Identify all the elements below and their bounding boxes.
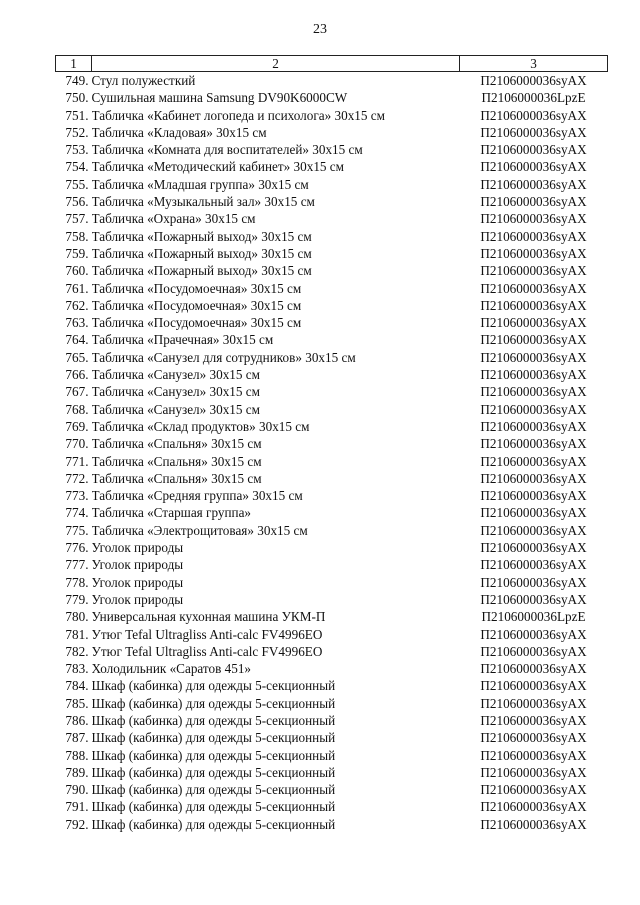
table-row bbox=[56, 504, 608, 521]
item-code: П2106000036LpzE bbox=[481, 609, 586, 625]
item-code: П2106000036syAX bbox=[480, 124, 587, 140]
item-name: Уголок природы bbox=[91, 591, 184, 607]
table-row bbox=[56, 124, 608, 141]
table-row bbox=[56, 798, 608, 815]
row-number: 770. bbox=[65, 436, 89, 452]
item-code: П2106000036syAX bbox=[480, 712, 587, 728]
row-number: 761. bbox=[65, 280, 89, 296]
table-row bbox=[56, 556, 608, 573]
table-row bbox=[56, 729, 608, 746]
item-code: П2106000036syAX bbox=[480, 695, 587, 711]
item-code: П2106000036syAX bbox=[480, 245, 587, 261]
item-name: Табличка «Кладовая» 30x15 см bbox=[91, 124, 267, 140]
table-row bbox=[56, 712, 608, 729]
item-code: П2106000036syAX bbox=[480, 315, 587, 331]
table-row bbox=[56, 89, 608, 106]
item-code: П2106000036syAX bbox=[480, 384, 587, 400]
row-number: 787. bbox=[65, 730, 89, 746]
row-number: 784. bbox=[65, 678, 89, 694]
item-code: П2106000036syAX bbox=[480, 73, 587, 88]
item-code: П2106000036syAX bbox=[480, 280, 587, 296]
item-code: П2106000036syAX bbox=[480, 782, 587, 798]
table-row bbox=[56, 816, 608, 833]
item-code: П2106000036syAX bbox=[480, 107, 587, 123]
item-name: Табличка «Методический кабинет» 30x15 см bbox=[91, 159, 344, 175]
item-name: Табличка «Посудомоечная» 30x15 см bbox=[91, 315, 302, 331]
item-code: П2106000036syAX bbox=[480, 591, 587, 607]
table-row bbox=[56, 677, 608, 694]
item-code: П2106000036syAX bbox=[480, 540, 587, 556]
item-code: П2106000036syAX bbox=[480, 764, 587, 780]
item-code: П2106000036syAX bbox=[480, 332, 587, 348]
item-name: Табличка «Электрощитовая» 30x15 см bbox=[91, 522, 308, 538]
table-row bbox=[56, 401, 608, 418]
item-code: П2106000036syAX bbox=[480, 730, 587, 746]
item-code: П2106000036LpzE bbox=[481, 90, 586, 106]
item-code: П2106000036syAX bbox=[480, 297, 587, 313]
item-name: Шкаф (кабинка) для одежды 5-секционный bbox=[91, 712, 336, 728]
table-row bbox=[56, 228, 608, 245]
table-row bbox=[56, 470, 608, 487]
item-code: П2106000036syAX bbox=[480, 557, 587, 573]
table-row bbox=[56, 453, 608, 470]
row-number: 777. bbox=[65, 557, 89, 573]
table-row bbox=[56, 141, 608, 158]
row-number: 788. bbox=[65, 747, 89, 763]
row-number: 774. bbox=[65, 505, 89, 521]
item-name: Табличка «Прачечная» 30x15 см bbox=[91, 332, 274, 348]
item-name: Сушильная машина Samsung DV90K6000CW bbox=[91, 90, 348, 106]
row-number: 776. bbox=[65, 540, 89, 556]
table-row bbox=[56, 72, 608, 90]
item-name: Табличка «Младшая группа» 30x15 см bbox=[91, 176, 309, 192]
row-number: 790. bbox=[65, 782, 89, 798]
row-number: 765. bbox=[65, 349, 89, 365]
table-row bbox=[56, 695, 608, 712]
row-number: 759. bbox=[65, 245, 89, 261]
item-name: Табличка «Санузел для сотрудников» 30x15 см bbox=[91, 349, 356, 365]
item-name: Табличка «Санузел» 30x15 см bbox=[91, 367, 260, 383]
row-number: 783. bbox=[65, 661, 89, 677]
row-number: 781. bbox=[65, 626, 89, 642]
row-number: 791. bbox=[65, 799, 89, 815]
row-number: 751. bbox=[65, 107, 89, 123]
item-code: П2106000036syAX bbox=[480, 418, 587, 434]
item-code: П2106000036syAX bbox=[480, 574, 587, 590]
item-name: Шкаф (кабинка) для одежды 5-секционный bbox=[91, 730, 336, 746]
item-code: П2106000036syAX bbox=[480, 626, 587, 642]
row-number: 750. bbox=[65, 90, 89, 106]
item-name: Табличка «Посудомоечная» 30x15 см bbox=[91, 297, 302, 313]
inventory-table bbox=[55, 55, 608, 833]
item-code: П2106000036syAX bbox=[480, 470, 587, 486]
item-name: Холодильник «Саратов 451» bbox=[91, 661, 252, 677]
row-number: 785. bbox=[65, 695, 89, 711]
table-row bbox=[56, 591, 608, 608]
row-number: 782. bbox=[65, 643, 89, 659]
item-name: Табличка «Склад продуктов» 30x15 см bbox=[91, 418, 310, 434]
table-row bbox=[56, 366, 608, 383]
table-row bbox=[56, 331, 608, 348]
item-code: П2106000036syAX bbox=[480, 678, 587, 694]
item-name: Табличка «Санузел» 30x15 см bbox=[91, 384, 260, 400]
item-name: Шкаф (кабинка) для одежды 5-секционный bbox=[91, 782, 336, 798]
item-name: Стул полужесткий bbox=[91, 73, 196, 88]
row-number: 779. bbox=[65, 591, 89, 607]
item-name: Табличка «Кабинет логопеда и психолога» 30x15 см bbox=[91, 107, 385, 123]
table-row bbox=[56, 660, 608, 677]
table-row bbox=[56, 193, 608, 210]
row-number: 792. bbox=[65, 816, 89, 832]
item-name: Табличка «Санузел» 30x15 см bbox=[91, 401, 260, 417]
item-code: П2106000036syAX bbox=[480, 505, 587, 521]
row-number: 780. bbox=[65, 609, 89, 625]
table-row bbox=[56, 107, 608, 124]
item-code: П2106000036syAX bbox=[480, 661, 587, 677]
row-number: 752. bbox=[65, 124, 89, 140]
item-name: Уголок природы bbox=[91, 574, 184, 590]
item-code: П2106000036syAX bbox=[480, 211, 587, 227]
table-row bbox=[56, 764, 608, 781]
table-row bbox=[56, 781, 608, 798]
item-name: Уголок природы bbox=[91, 557, 184, 573]
row-number: 769. bbox=[65, 418, 89, 434]
row-number: 757. bbox=[65, 211, 89, 227]
table-row bbox=[56, 574, 608, 591]
table-row bbox=[56, 418, 608, 435]
item-name: Шкаф (кабинка) для одежды 5-секционный bbox=[91, 799, 336, 815]
table-row bbox=[56, 245, 608, 262]
table-row bbox=[56, 643, 608, 660]
item-name: Табличка «Посудомоечная» 30x15 см bbox=[91, 280, 302, 296]
item-name: Шкаф (кабинка) для одежды 5-секционный bbox=[91, 816, 336, 832]
column-header-code: 3 bbox=[460, 56, 608, 72]
row-number: 753. bbox=[65, 142, 89, 158]
item-name: Табличка «Комната для воспитателей» 30x15 см bbox=[91, 142, 363, 158]
table-row bbox=[56, 747, 608, 764]
row-number: 764. bbox=[65, 332, 89, 348]
item-code: П2106000036syAX bbox=[480, 747, 587, 763]
item-code: П2106000036syAX bbox=[480, 349, 587, 365]
table-row bbox=[56, 297, 608, 314]
table-row bbox=[56, 210, 608, 227]
row-number: 754. bbox=[65, 159, 89, 175]
item-code: П2106000036syAX bbox=[480, 401, 587, 417]
row-number: 786. bbox=[65, 712, 89, 728]
item-name: Табличка «Музыкальный зал» 30x15 см bbox=[91, 194, 315, 210]
table-row bbox=[56, 626, 608, 643]
item-name: Универсальная кухонная машина УКМ-П bbox=[91, 609, 326, 625]
item-name: Табличка «Пожарный выход» 30x15 см bbox=[91, 245, 312, 261]
item-name: Шкаф (кабинка) для одежды 5-секционный bbox=[91, 678, 336, 694]
row-number: 768. bbox=[65, 401, 89, 417]
item-name: Уголок природы bbox=[91, 540, 184, 556]
item-code: П2106000036syAX bbox=[480, 522, 587, 538]
table-row bbox=[56, 435, 608, 452]
table-row bbox=[56, 487, 608, 504]
table-row bbox=[56, 280, 608, 297]
row-number: 756. bbox=[65, 194, 89, 210]
item-name: Утюг Tefal Ultragliss Anti-calc FV4996EO bbox=[91, 626, 323, 642]
row-number: 755. bbox=[65, 176, 89, 192]
row-number: 758. bbox=[65, 228, 89, 244]
table-row bbox=[56, 349, 608, 366]
row-number: 767. bbox=[65, 384, 89, 400]
item-code: П2106000036syAX bbox=[480, 488, 587, 504]
table-row bbox=[56, 158, 608, 175]
row-number: 775. bbox=[65, 522, 89, 538]
item-code: П2106000036syAX bbox=[480, 453, 587, 469]
item-name: Табличка «Спальня» 30x15 см bbox=[91, 453, 262, 469]
row-number: 760. bbox=[65, 263, 89, 279]
table-row bbox=[56, 383, 608, 400]
item-name: Табличка «Спальня» 30x15 см bbox=[91, 470, 262, 486]
item-name: Шкаф (кабинка) для одежды 5-секционный bbox=[91, 695, 336, 711]
row-number: 766. bbox=[65, 367, 89, 383]
item-name: Табличка «Спальня» 30x15 см bbox=[91, 436, 262, 452]
row-number: 789. bbox=[65, 764, 89, 780]
item-code: П2106000036syAX bbox=[480, 367, 587, 383]
row-number: 749. bbox=[65, 73, 89, 88]
item-code: П2106000036syAX bbox=[480, 228, 587, 244]
item-code: П2106000036syAX bbox=[480, 263, 587, 279]
item-name: Табличка «Охрана» 30x15 см bbox=[91, 211, 256, 227]
row-number: 763. bbox=[65, 315, 89, 331]
item-code: П2106000036syAX bbox=[480, 799, 587, 815]
row-number: 771. bbox=[65, 453, 89, 469]
column-header-name: 2 bbox=[92, 56, 460, 72]
row-number: 773. bbox=[65, 488, 89, 504]
row-number: 778. bbox=[65, 574, 89, 590]
table-header-row bbox=[56, 56, 608, 72]
item-name: Табличка «Пожарный выход» 30x15 см bbox=[91, 228, 312, 244]
item-name: Шкаф (кабинка) для одежды 5-секционный bbox=[91, 764, 336, 780]
table-row bbox=[56, 539, 608, 556]
table-row bbox=[56, 522, 608, 539]
table-row bbox=[56, 314, 608, 331]
column-header-number: 1 bbox=[56, 56, 92, 72]
page-number: 23 bbox=[313, 22, 327, 37]
item-code: П2106000036syAX bbox=[480, 194, 587, 210]
item-name: Табличка «Пожарный выход» 30x15 см bbox=[91, 263, 312, 279]
item-name: Утюг Tefal Ultragliss Anti-calc FV4996EO bbox=[91, 643, 323, 659]
item-code: П2106000036syAX bbox=[480, 142, 587, 158]
item-code: П2106000036syAX bbox=[480, 643, 587, 659]
item-code: П2106000036syAX bbox=[480, 159, 587, 175]
table-row bbox=[56, 262, 608, 279]
item-code: П2106000036syAX bbox=[480, 176, 587, 192]
table-row bbox=[56, 608, 608, 625]
item-name: Табличка «Средняя группа» 30x15 см bbox=[91, 488, 303, 504]
item-name: Табличка «Старшая группа» bbox=[91, 505, 252, 521]
row-number: 762. bbox=[65, 297, 89, 313]
item-name: Шкаф (кабинка) для одежды 5-секционный bbox=[91, 747, 336, 763]
row-number: 772. bbox=[65, 470, 89, 486]
item-code: П2106000036syAX bbox=[480, 816, 587, 832]
table-row bbox=[56, 176, 608, 193]
item-code: П2106000036syAX bbox=[480, 436, 587, 452]
